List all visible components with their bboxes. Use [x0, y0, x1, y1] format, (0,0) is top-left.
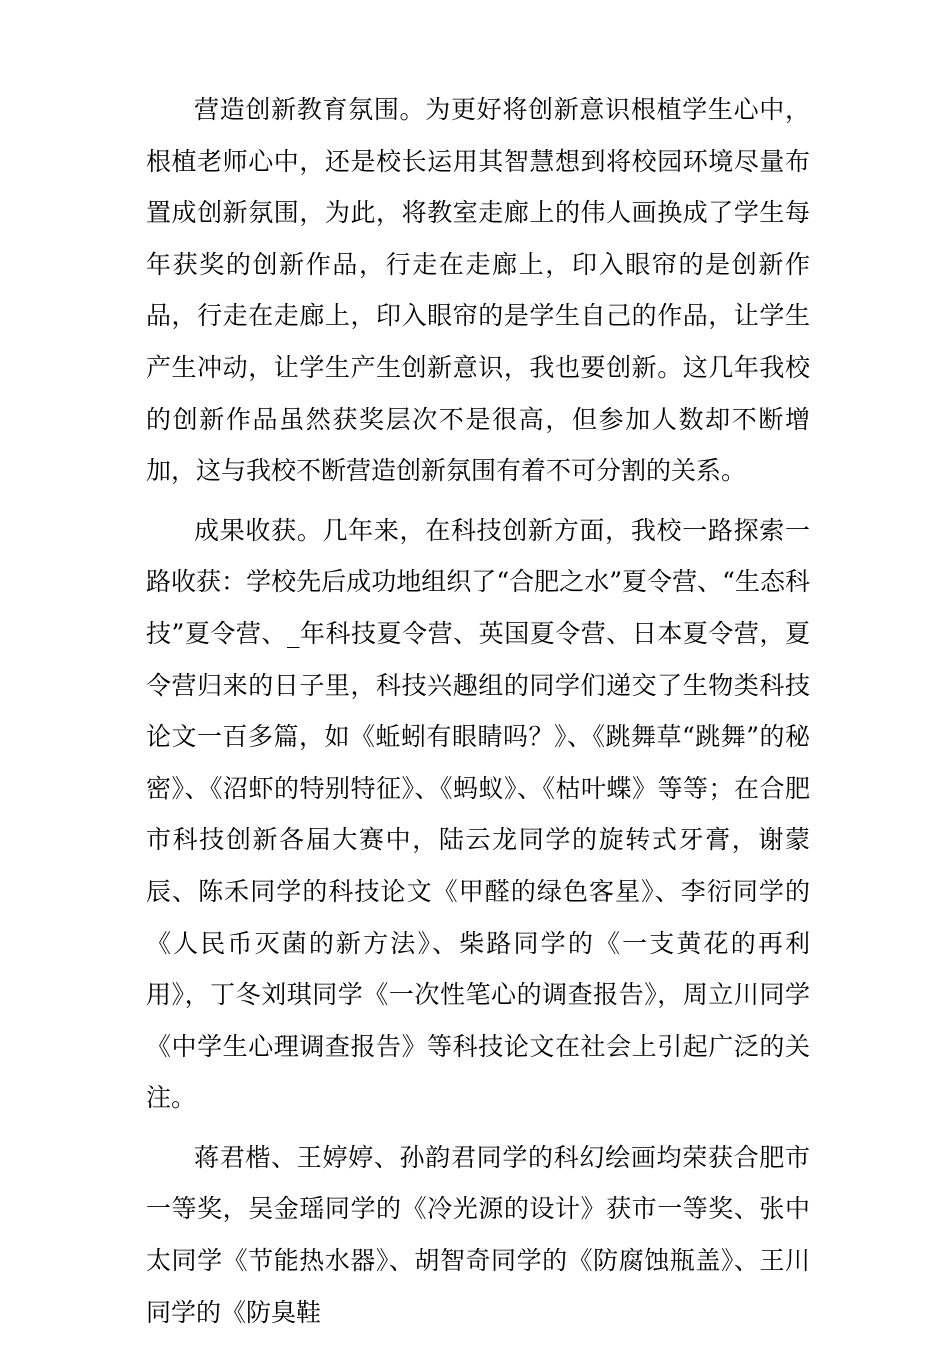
paragraph-awards: 蒋君楷、王婷婷、孙韵君同学的科幻绘画均荣获合肥市一等奖，吴金瑶同学的《冷光源的设计》获市一等奖、张中太同学《节能热水器》、胡智奇同学的《防腐蚀瓶盖》、王川同学的《防臭鞋 [146, 1142, 810, 1327]
paragraph-innovation-atmosphere: 营造创新教育氛围。为更好将创新意识根植学生心中，根植老师心中，还是校长运用其智慧想到将校园环境尽量布置成创新氛围，为此，将教室走廊上的伟人画换成了学生每年获奖的创新作品，行走在走廊上，印入眼帘的是创新作品，行走在走廊上，印入眼帘的是学生自己的作品，让学生产生冲动，让学生产生创新意识，我也要创新。这几年我校的创新作品虽然获奖层次不是很高，但参加人数却不断增加，这与我校不断营造创新氛围有着不可分割的关系。 [146, 95, 810, 486]
document-page [146, 84, 810, 1346]
paragraph-achievements: 成果收获。几年来，在科技创新方面，我校一路探索一路收获：学校先后成功地组织了“合肥之水”夏令营、“生态科技”夏令营、_年科技夏令营、英国夏令营、日本夏令营，夏令营归来的日子里，科技兴趣组的同学们递交了生物类科技论文一百多篇，如《蚯蚓有眼睛吗？》、《跳舞草“跳舞”的秘密》、《沼虾的特别特征》、《蚂蚁》、《枯叶蝶》等等；在合肥市科技创新各届大赛中，陆云龙同学的旋转式牙膏，谢蒙辰、陈禾同学的科技论文《甲醛的绿色客星》、李衍同学的《人民币灭菌的新方法》、柴路同学的《一支黄花的再利用》，丁冬刘琪同学《一次性笔心的调查报告》，周立川同学《中学生心理调查报告》等科技论文在社会上引起广泛的关注。 [146, 515, 810, 1113]
